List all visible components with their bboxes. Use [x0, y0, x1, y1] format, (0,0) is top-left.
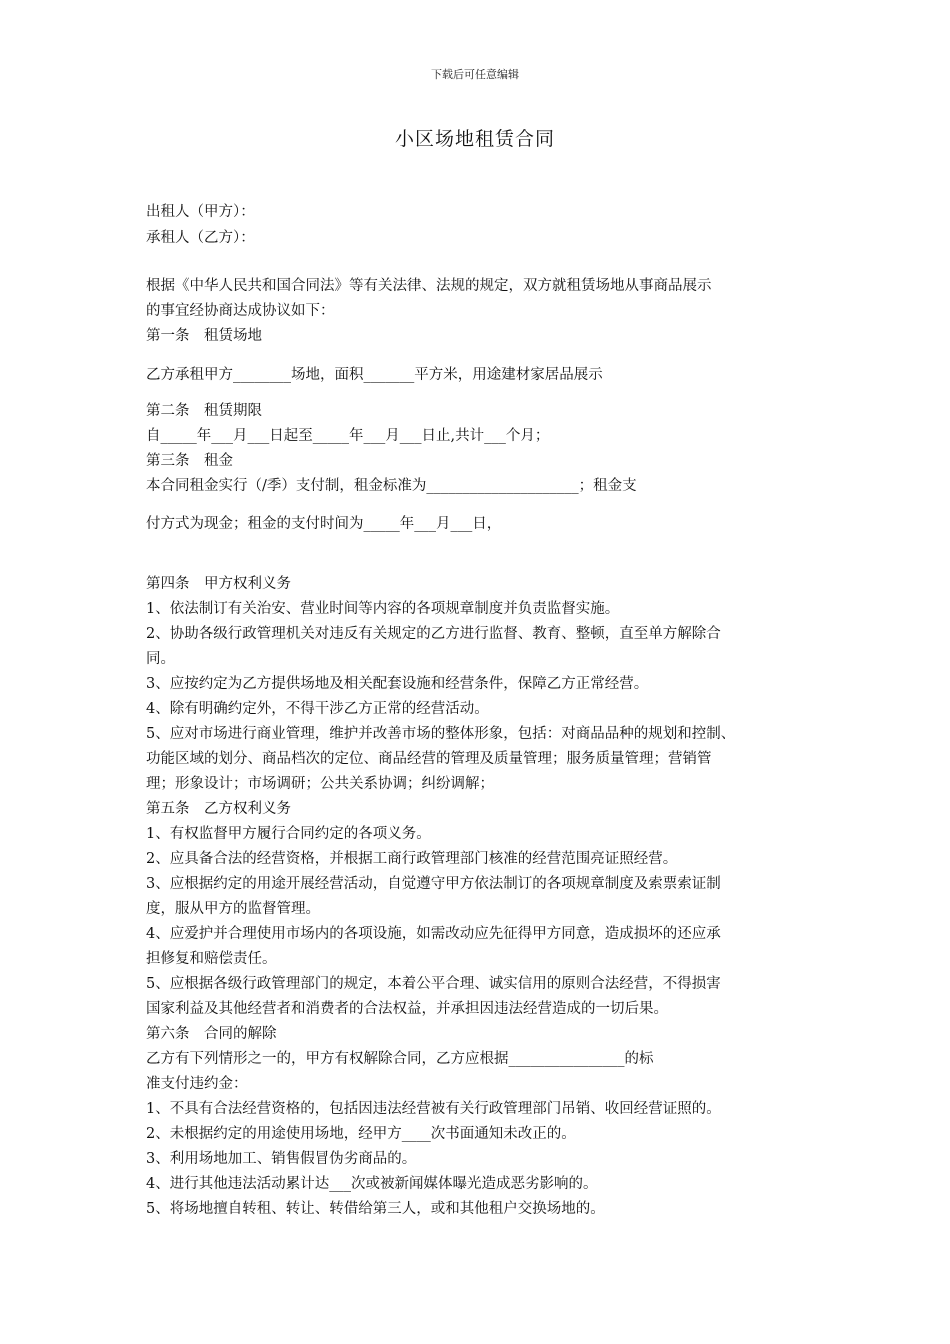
article-6-text: 准支付违约金： [146, 1076, 248, 1092]
party-a-line: 出租人（甲方）： [146, 204, 255, 220]
article-4-item: 同。 [146, 651, 175, 667]
article-6-item: 5、将场地擅自转租、转让、转借给第三人，或和其他租户交换场地的。 [146, 1201, 605, 1217]
article-3-text: 付方式为现金；租金的支付时间为_____年___月___日， [146, 516, 502, 532]
article-2-text: 自_____年___月___日起至_____年___月___日止,共计___个月； [146, 428, 550, 444]
article-6-item: 1、不具有合法经营资格的，包括因违法经营被有关行政管理部门吊销、收回经营证照的。 [146, 1101, 721, 1117]
article-5-item: 2、应具备合法的经营资格，并根据工商行政管理部门核准的经营范围亮证照经营。 [146, 851, 678, 867]
preamble-line: 的事宜经协商达成协议如下： [146, 303, 335, 319]
article-4-item: 2、协助各级行政管理机关对违反有关规定的乙方进行监督、教育、整顿，直至单方解除合 [146, 626, 721, 642]
article-5-item: 1、有权监督甲方履行合同约定的各项义务。 [146, 826, 431, 842]
article-3-heading: 第三条 租金 [146, 453, 233, 469]
article-6-text: 乙方有下列情形之一的，甲方有权解除合同，乙方应根据________________的标 [146, 1051, 654, 1067]
article-4-heading: 第四条 甲方权利义务 [146, 576, 291, 592]
article-6-item: 3、利用场地加工、销售假冒伪劣商品的。 [146, 1151, 417, 1167]
article-5-item: 3、应根据约定的用途开展经营活动，自觉遵守甲方依法制订的各项规章制度及索票索证制 [146, 876, 721, 892]
article-4-item: 3、应按约定为乙方提供场地及相关配套设施和经营条件，保障乙方正常经营。 [146, 676, 649, 692]
article-5-item: 4、应爱护并合理使用市场内的各项设施，如需改动应先征得甲方同意，造成损坏的还应承 [146, 926, 721, 942]
article-5-item: 国家利益及其他经营者和消费者的合法权益，并承担因违法经营造成的一切后果。 [146, 1001, 668, 1017]
article-4-item: 5、应对市场进行商业管理，维护并改善市场的整体形象，包括：对商品品种的规划和控制、 [146, 726, 736, 742]
article-4-item: 功能区域的划分、商品档次的定位、商品经营的管理及质量管理；服务质量管理；营销管 [146, 751, 712, 767]
document-title: 小区场地租赁合同 [394, 128, 555, 150]
article-5-item: 担修复和赔偿责任。 [146, 951, 277, 967]
party-b-line: 承租人（乙方）： [146, 230, 255, 246]
article-1-text: 乙方承租甲方________场地，面积_______平方米，用途建材家居品展示 [146, 367, 603, 383]
article-4-item: 1、依法制订有关治安、营业时间等内容的各项规章制度并负责监督实施。 [146, 601, 620, 617]
article-1-heading: 第一条 租赁场地 [146, 328, 262, 344]
article-5-item: 度，服从甲方的监督管理。 [146, 901, 320, 917]
article-2-heading: 第二条 租赁期限 [146, 403, 262, 419]
header-note: 下载后可任意编辑 [431, 68, 519, 81]
article-6-heading: 第六条 合同的解除 [146, 1026, 277, 1042]
article-4-item: 理；形象设计；市场调研；公共关系协调；纠纷调解； [146, 776, 494, 792]
article-6-item: 4、进行其他违法活动累计达___次或被新闻媒体曝光造成恶劣影响的。 [146, 1176, 598, 1192]
article-4-item: 4、除有明确约定外，不得干涉乙方正常的经营活动。 [146, 701, 489, 717]
article-6-item: 2、未根据约定的用途使用场地，经甲方____次书面通知未改正的。 [146, 1126, 576, 1142]
article-5-item: 5、应根据各级行政管理部门的规定，本着公平合理、诚实信用的原则合法经营，不得损害 [146, 976, 721, 992]
preamble-line: 根据《中华人民共和国合同法》等有关法律、法规的规定，双方就租赁场地从事商品展示 [146, 278, 712, 294]
article-3-text: 本合同租金实行（/季）支付制，租金标准为_____________________；租金支 [146, 478, 637, 494]
article-5-heading: 第五条 乙方权利义务 [146, 801, 291, 817]
